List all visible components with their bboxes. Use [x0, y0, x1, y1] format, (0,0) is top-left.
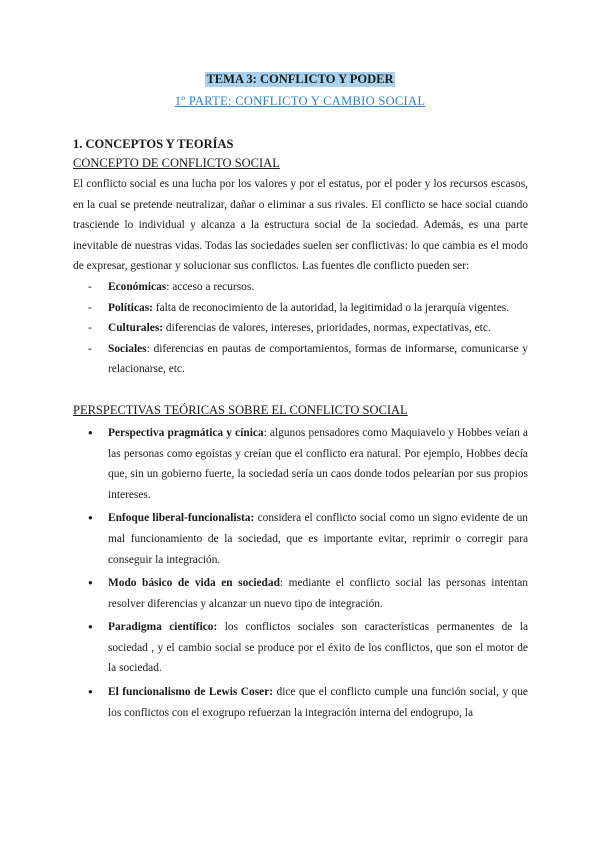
dash-marker: -: [88, 280, 92, 293]
list-item: [73, 298, 528, 319]
section-heading: 1. CONCEPTOS Y TEORÍAS: [73, 137, 234, 151]
item-term: El funcionalismo de Lewis Coser:: [108, 686, 274, 699]
perspectives-list: [73, 423, 528, 723]
item-text: : algunos pensadores como Maquiavelo y Hobbes veían a las personas como egoístas y creían que el conflicto era natural. Por ejemplo, Hobbes decía que, sin un gobierno fuerte, la sociedad sería un caos donde todos pelearían por sus propios intereses.: [108, 426, 528, 501]
list-item: [73, 617, 528, 679]
bullet-marker: ●: [88, 622, 93, 632]
list-item: [73, 318, 528, 339]
concept-subheading: CONCEPTO DE CONFLICTO SOCIAL: [73, 156, 280, 170]
list-item: [73, 573, 528, 614]
item-term: Paradigma científico:: [108, 621, 218, 634]
item-text: considera el conflicto social como un signo evidente de un mal funcionamiento de la sociedad, que es importante evitar, reprimir o corregir para conseguir la integración.: [108, 512, 528, 566]
document-body: [73, 136, 528, 726]
item-text: : mediante el conflicto social las personas intentan resolver diferencias y alcanzar un nuevo tipo de integración.: [108, 577, 528, 610]
title-wrap: [0, 70, 600, 88]
dash-marker: -: [88, 322, 92, 335]
dash-marker: -: [88, 342, 92, 355]
perspectives-subheading: PERSPECTIVAS TEÓRICAS SOBRE EL CONFLICTO SOCIAL: [73, 402, 408, 417]
item-text: : diferencias en pautas de comportamientos, formas de informarse, comunicarse y relacionarse, etc.: [108, 342, 528, 376]
item-text: : acceso a recursos.: [166, 280, 255, 293]
item-term: Económicas: [108, 280, 167, 293]
list-item: [73, 339, 528, 380]
item-term: Enfoque liberal-funcionalista:: [108, 512, 255, 525]
item-text: dice que el conflicto cumple una función social, y que los conflictos con el exogrupo refuerzan la integración interna del endogrupo, la: [108, 686, 528, 719]
item-term: Políticas:: [108, 301, 153, 314]
item-text: diferencias de valores, intereses, prioridades, normas, expectativas, etc.: [163, 322, 491, 335]
conflict-sources-list: [73, 277, 528, 380]
item-term: Modo básico de vida en sociedad: [108, 577, 280, 590]
list-item: [73, 508, 528, 570]
item-term: Sociales: [108, 342, 147, 355]
dash-marker: -: [88, 301, 92, 314]
bullet-marker: ●: [88, 427, 93, 437]
item-text: falta de reconocimiento de la autoridad, la legitimidad o la jerarquía vigentes.: [152, 301, 510, 314]
list-item: [73, 277, 528, 298]
list-item: [73, 423, 528, 505]
bullet-marker: ●: [88, 513, 93, 523]
bullet-marker: ●: [88, 687, 93, 697]
document-title: TEMA 3: CONFLICTO Y PODER: [206, 72, 394, 86]
item-term: Culturales:: [108, 322, 164, 335]
bullet-marker: ●: [88, 578, 93, 588]
list-item: [73, 682, 528, 723]
item-term: Perspectiva pragmática y cínica: [108, 426, 264, 439]
concept-paragraph: El conflicto social es una lucha por los valores y por el estatus, por el poder y los recursos escasos, en la cual se pretende neutralizar, dañar o eliminar a sus rivales. El conflicto se hace social cuando trasciende lo individual y alcanza a la estructura social de la sociedad. Además, es una parte inevitable de nuestras vidas. Todas las sociedades suelen ser conflictivas: lo que cambia es el modo de expresar, gestionar y solucionar sus conflictos. Las fuentes dle conflicto pueden ser:: [73, 178, 528, 273]
item-text: los conflictos sociales son características permanentes de la sociedad , y el cambio social se produce por el éxito de los conflictos, que son el motor de la sociedad.: [108, 621, 529, 675]
document-subtitle: 1º PARTE: CONFLICTO Y CAMBIO SOCIAL: [174, 94, 426, 108]
